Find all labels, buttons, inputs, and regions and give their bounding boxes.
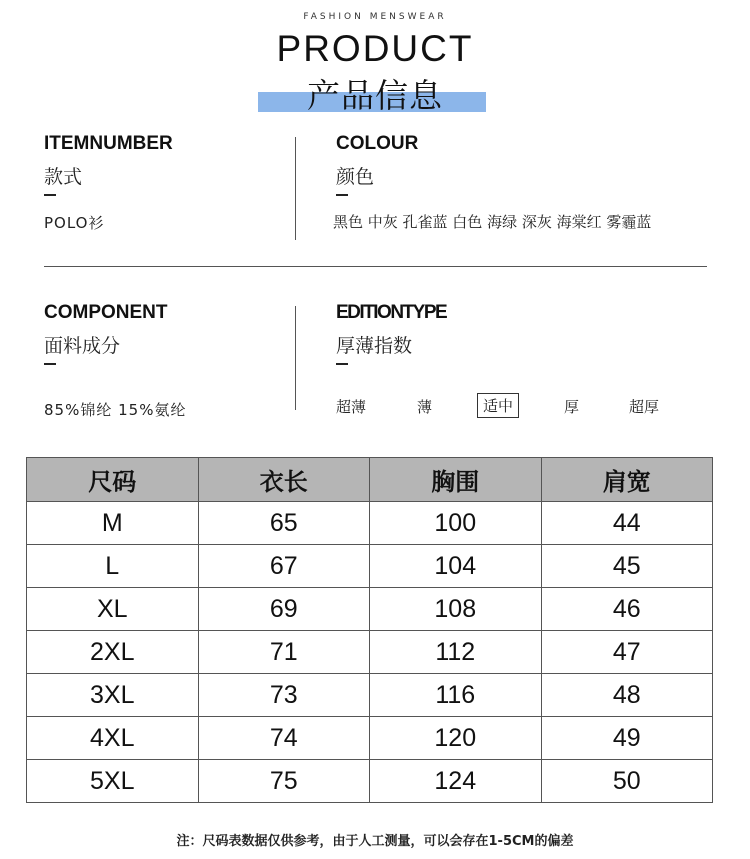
size-table (26, 457, 713, 803)
divider-horizontal (44, 266, 707, 267)
cell-chest: 104 (370, 545, 542, 588)
colour-label-en: COLOUR (336, 133, 419, 154)
cell-size: M (27, 502, 199, 545)
cell-size: 2XL (27, 631, 199, 674)
header-chest: 胸围 (370, 458, 542, 502)
cell-size: 5XL (27, 760, 199, 803)
cell-shoulder: 50 (541, 760, 713, 803)
header-size: 尺码 (27, 458, 199, 502)
component-dash (44, 363, 56, 365)
cell-chest: 116 (370, 674, 542, 717)
cell-shoulder: 45 (541, 545, 713, 588)
header-shoulder: 肩宽 (541, 458, 713, 502)
page-title-cn: 产品信息 (307, 76, 443, 115)
thickness-option-ultra-thin: 超薄 (336, 398, 367, 416)
size-note: 注：尺码表数据仅供参考，由于人工测量，可以会存在1-5CM的偏差 (176, 834, 574, 849)
component-label-cn: 面料成分 (44, 335, 121, 357)
edition-label-en: EDITIONTYPE (336, 302, 447, 323)
thickness-option-ultra-thick: 超厚 (629, 398, 660, 416)
header-length: 衣长 (198, 458, 370, 502)
cell-length: 69 (198, 588, 370, 631)
item-number-label-cn: 款式 (44, 166, 83, 188)
item-number-value: POLO衫 (44, 214, 105, 232)
colour-label-cn: 颜色 (336, 166, 375, 188)
cell-chest: 112 (370, 631, 542, 674)
table-row (27, 760, 713, 803)
header-tagline: FASHION MENSWEAR (303, 12, 447, 22)
edition-dash (336, 363, 348, 365)
table-row (27, 674, 713, 717)
cell-chest: 100 (370, 502, 542, 545)
colour-value: 黑色 中灰 孔雀蓝 白色 海绿 深灰 海棠红 雾霾蓝 (333, 213, 652, 231)
edition-label-cn: 厚薄指数 (336, 335, 413, 357)
table-row (27, 502, 713, 545)
cell-shoulder: 49 (541, 717, 713, 760)
component-label-en: COMPONENT (44, 302, 168, 323)
thickness-option-medium-selected: 适中 (477, 393, 519, 418)
table-row (27, 545, 713, 588)
cell-length: 73 (198, 674, 370, 717)
size-table-header-row (27, 458, 713, 502)
table-row (27, 588, 713, 631)
cell-shoulder: 44 (541, 502, 713, 545)
cell-length: 67 (198, 545, 370, 588)
item-number-label-en: ITEMNUMBER (44, 133, 173, 154)
cell-length: 74 (198, 717, 370, 760)
cell-length: 75 (198, 760, 370, 803)
cell-size: 3XL (27, 674, 199, 717)
cell-length: 65 (198, 502, 370, 545)
cell-chest: 124 (370, 760, 542, 803)
page-title-en: PRODUCT (276, 28, 474, 69)
component-value: 85%锦纶 15%氨纶 (44, 401, 187, 419)
cell-size: XL (27, 588, 199, 631)
cell-shoulder: 47 (541, 631, 713, 674)
cell-size: L (27, 545, 199, 588)
cell-chest: 120 (370, 717, 542, 760)
colour-dash (336, 194, 348, 196)
table-row (27, 717, 713, 760)
thickness-option-thick: 厚 (564, 398, 580, 416)
thickness-option-thin: 薄 (417, 398, 433, 416)
divider-vertical-bottom (295, 306, 296, 410)
table-row (27, 631, 713, 674)
cell-chest: 108 (370, 588, 542, 631)
cell-size: 4XL (27, 717, 199, 760)
item-number-dash (44, 194, 56, 196)
cell-length: 71 (198, 631, 370, 674)
cell-shoulder: 48 (541, 674, 713, 717)
cell-shoulder: 46 (541, 588, 713, 631)
divider-vertical-top (295, 137, 296, 240)
